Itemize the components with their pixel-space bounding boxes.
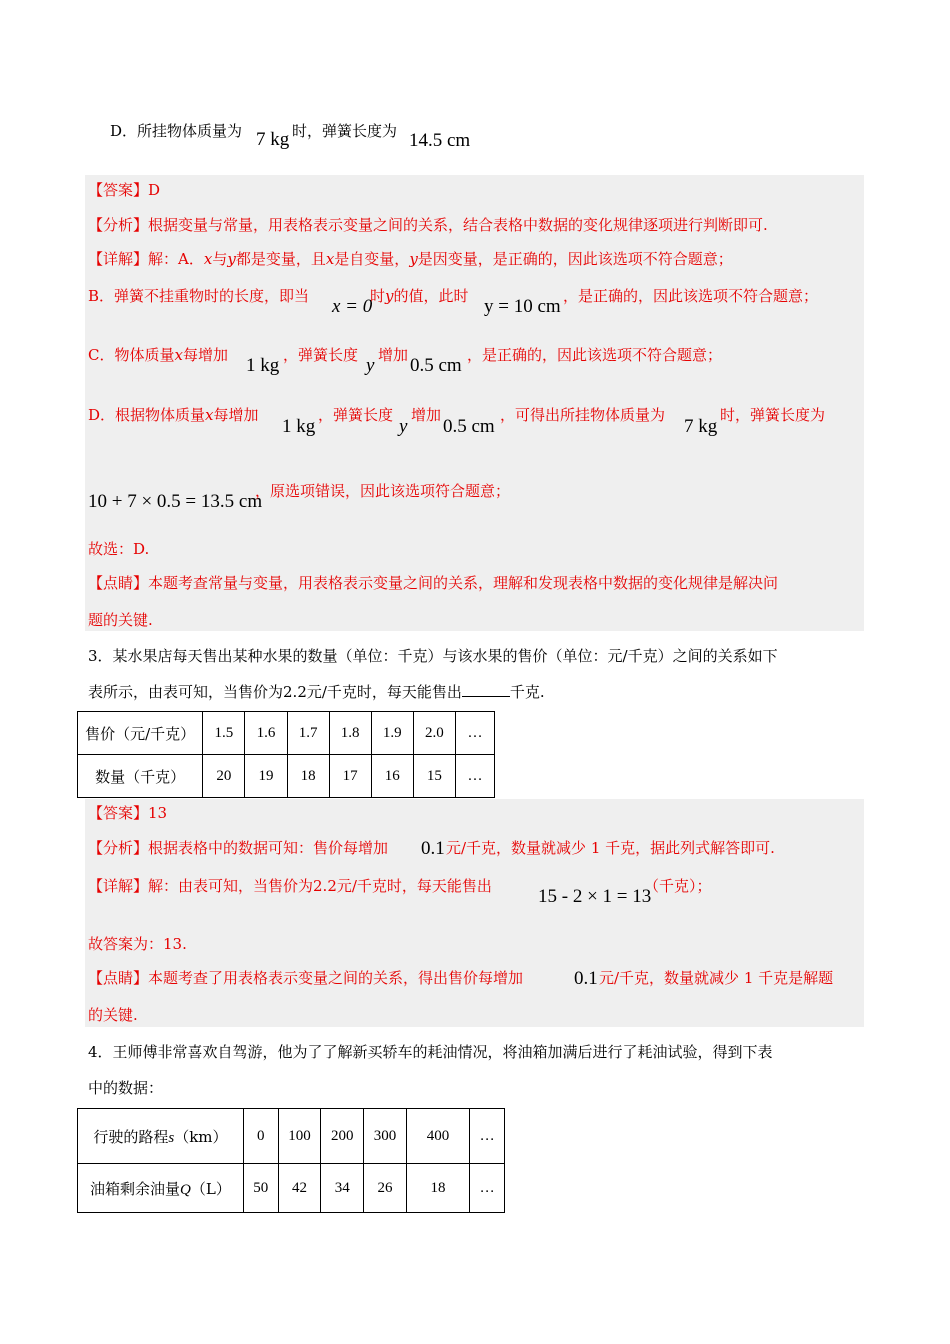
detail-c-mid2: ，弹簧长度 <box>283 346 359 364</box>
q3-answer: 【答案】13 <box>88 804 168 822</box>
table-cell: 26 <box>364 1164 407 1213</box>
detail-b-math1: x = 0 <box>332 296 373 317</box>
q2-detail-d <box>88 405 259 425</box>
table-cell: … <box>455 712 494 755</box>
detail-d-mid2: ，弹簧长度 <box>318 406 394 424</box>
table-cell: 18 <box>406 1164 469 1213</box>
detail-d-prefix: D．根据物体质量 <box>88 406 206 424</box>
q3-solution-box <box>85 799 864 1027</box>
table-cell: … <box>470 1109 505 1164</box>
table-cell: 售价（元/千克） <box>78 712 203 755</box>
detail-d-m1: 1 kg <box>282 416 316 437</box>
detail-c-m2: 0.5 cm <box>410 355 462 376</box>
q3-analysis-prefix: 【分析】根据表格中的数据可知：售价每增加 <box>88 839 389 857</box>
table-cell: 1.8 <box>329 712 371 755</box>
q2-comment-2: 题的关键. <box>88 611 153 629</box>
table-cell-label <box>78 1164 244 1213</box>
table-cell: 0 <box>243 1109 278 1164</box>
detail-c-prefix: C．物体质量 <box>88 346 175 364</box>
q3-comment-prefix: 【点睛】本题考查了用表格表示变量之间的关系，得出售价每增加 <box>88 969 524 987</box>
detail-d-y: y <box>399 416 408 437</box>
q2-detail-a <box>88 249 733 269</box>
detail-a-text: 都是变量，且 <box>235 250 326 268</box>
detail-d-m3: 7 kg <box>684 416 718 437</box>
option-d-text: D．所挂物体质量为 <box>110 122 243 140</box>
detail-c-y: y <box>366 355 375 376</box>
q3-final: 故答案为：13. <box>88 935 187 953</box>
detail-a-prefix: 【详解】解：A． <box>88 250 204 268</box>
table-cell: 18 <box>287 755 329 798</box>
q2-detail-c <box>88 345 228 365</box>
detail-b-prefix: B．弹簧不挂重物时的长度，即当 <box>88 287 310 305</box>
q4-table <box>77 1108 505 1213</box>
table-cell: 300 <box>364 1109 407 1164</box>
q2-analysis: 【分析】根据变量与常量，用表格表示变量之间的关系，结合表格中数据的变化规律逐项进行判断即可. <box>88 216 768 234</box>
q3-table-row <box>78 712 495 755</box>
table-cell: 1.9 <box>371 712 413 755</box>
detail-b-end: ，是正确的，因此该选项不符合题意； <box>563 287 819 305</box>
q3-detail-end: （千克）； <box>644 877 712 895</box>
option-d <box>110 121 242 141</box>
table-cell: 100 <box>278 1109 321 1164</box>
detail-c-end: ，是正确的，因此该选项不符合题意； <box>467 346 723 364</box>
q2-answer: 【答案】D <box>88 181 161 199</box>
table-cell: … <box>455 755 494 798</box>
detail-a-text: 与 <box>212 250 228 268</box>
q2-detail-b <box>88 286 309 306</box>
label-text: 行驶的路程 <box>93 1127 169 1146</box>
q2-solution-box <box>85 175 864 631</box>
table-cell: 34 <box>321 1164 364 1213</box>
detail-d-mid3: 增加 <box>411 406 442 424</box>
var-x: x <box>205 406 214 424</box>
var-x: x <box>203 250 213 268</box>
detail-b-math2: y = 10 cm <box>484 296 561 317</box>
q3-comment-end: 元/千克，数量就减少 1 千克是解题 <box>599 969 834 987</box>
q4-table-row <box>78 1164 505 1213</box>
detail-e-math: 10 + 7 × 0.5 = 13.5 cm <box>88 491 263 512</box>
q3-comment-2: 的关键. <box>88 1006 138 1024</box>
table-cell: 50 <box>243 1164 278 1213</box>
table-cell: 2.0 <box>413 712 455 755</box>
table-cell: 200 <box>321 1109 364 1164</box>
q2-comment-1: 【点睛】本题考查常量与变量，用表格表示变量之间的关系，理解和发现表格中数据的变化规律是解决问 <box>88 574 779 592</box>
detail-c-m1: 1 kg <box>246 355 280 376</box>
detail-d-m2: 0.5 cm <box>443 416 495 437</box>
q3-stem-1: 3．某水果店每天售出某种水果的数量（单位：千克）与该水果的售价（单位：元/千克）之间的关系如下 <box>88 647 778 665</box>
q3-table-row <box>78 755 495 798</box>
var-y: y <box>409 250 418 268</box>
detail-c-mid3: 增加 <box>378 346 409 364</box>
table-cell: 1.5 <box>203 712 245 755</box>
var-x: x <box>174 346 183 364</box>
option-d-mid: 时，弹簧长度为 <box>292 122 398 140</box>
q3-table <box>77 711 495 798</box>
detail-a-text: 是自变量， <box>334 250 410 268</box>
q3-analysis-math: 0.1 <box>421 838 445 859</box>
label-text: 油箱剩余油量 <box>90 1179 181 1198</box>
label-unit: （L） <box>190 1179 231 1198</box>
var-q: Q <box>180 1181 191 1198</box>
table-cell: 19 <box>245 755 287 798</box>
detail-b-text: 的值，此时 <box>393 287 469 305</box>
table-cell: 1.7 <box>287 712 329 755</box>
q3-comment-math: 0.1 <box>574 968 598 989</box>
detail-d-text: 每增加 <box>213 406 259 424</box>
q4-stem-1: 4．王师傅非常喜欢自驾游，他为了了解新买轿车的耗油情况，将油箱加满后进行了耗油试验，得到下表 <box>88 1043 773 1061</box>
q4-stem-2: 中的数据： <box>88 1079 164 1097</box>
answer-blank <box>462 682 510 697</box>
detail-b-mid <box>370 286 469 306</box>
table-cell-label <box>78 1109 244 1164</box>
option-d-mass: 7 kg <box>256 129 290 150</box>
table-cell: 42 <box>278 1164 321 1213</box>
q3-analysis-end: 元/千克，数量就减少 1 千克，据此列式解答即可. <box>446 839 775 857</box>
q3-stem-2-text: 表所示，由表可知，当售价为2.2元/千克时，每天能售出 <box>88 683 462 701</box>
var-y: y <box>227 250 236 268</box>
option-d-length: 14.5 cm <box>409 130 471 151</box>
q3-stem-2 <box>88 682 545 702</box>
table-cell: 20 <box>203 755 245 798</box>
var-s: s <box>168 1129 175 1146</box>
table-cell: 400 <box>406 1109 469 1164</box>
q3-detail-math: 15 - 2 × 1 = 13 <box>538 886 652 907</box>
table-cell: 15 <box>413 755 455 798</box>
table-cell: 17 <box>329 755 371 798</box>
q3-detail-prefix: 【详解】解：由表可知，当售价为2.2元/千克时，每天能售出 <box>88 877 492 895</box>
table-cell: 数量（千克） <box>78 755 203 798</box>
table-cell: … <box>470 1164 505 1213</box>
q3-stem-2-suffix: 千克. <box>509 683 545 701</box>
detail-c-text: 每增加 <box>182 346 228 364</box>
var-x: x <box>325 250 335 268</box>
table-cell: 1.6 <box>245 712 287 755</box>
table-cell: 16 <box>371 755 413 798</box>
var-y: y <box>385 287 394 305</box>
q4-table-row <box>78 1109 505 1164</box>
label-unit: （km） <box>174 1127 228 1146</box>
detail-a-text: 是因变量，是正确的，因此该选项不符合题意； <box>417 250 733 268</box>
detail-d-end: 时，弹簧长度为 <box>720 406 826 424</box>
q2-choice: 故选：D. <box>88 540 150 558</box>
detail-d-mid4: ，可得出所挂物体质量为 <box>500 406 666 424</box>
detail-b-text: 时 <box>370 287 386 305</box>
detail-e-end: ，原选项错误，因此该选项符合题意； <box>255 482 511 500</box>
